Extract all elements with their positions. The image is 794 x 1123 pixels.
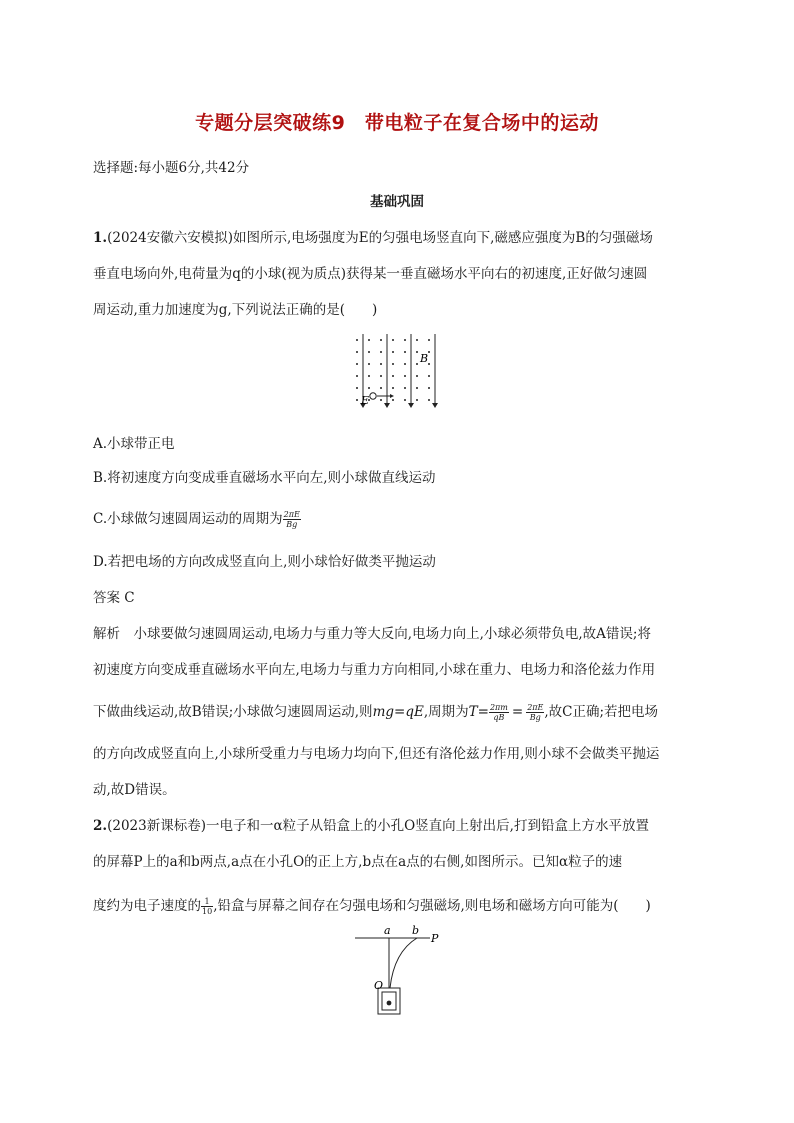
frac-num: 2πm: [489, 703, 508, 712]
q2-number: 2.: [93, 818, 108, 834]
section-heading: 基础巩固: [370, 194, 424, 210]
q1-option-b: B.将初速度方向变成垂直磁场水平向左,则小球做直线运动: [93, 470, 436, 486]
label-p: P: [431, 932, 439, 945]
q1-stem-line3: 周运动,重力加速度为g,下列说法正确的是( ): [93, 302, 378, 318]
q2-lead-box-figure: [350, 922, 450, 1022]
instructions: 选择题:每小题6分,共42分: [93, 160, 250, 176]
analysis-text: ,故C正确;若把电场: [544, 704, 659, 720]
q2-stem-line1: (2023新课标卷)一电子和一α粒子从铅盒上的小孔O竖直向上射出后,打到铅盒上方水平放置: [107, 818, 649, 834]
label-b: B: [420, 352, 429, 365]
q1-field-figure: [350, 332, 450, 412]
q1-number: 1.: [93, 230, 108, 246]
analysis-text: 下做曲线运动,故B错误;小球做匀速圆周运动,则: [93, 704, 373, 720]
period-fraction-2: [526, 703, 544, 722]
q2-text: 度约为电子速度的: [93, 898, 201, 914]
q1-answer: 答案 C: [93, 590, 135, 606]
period-fraction-1: [489, 703, 509, 722]
frac-num: 2πE: [527, 703, 544, 712]
curved-path: [390, 938, 417, 988]
frac-den: qB: [493, 713, 505, 722]
q1-option-c: [93, 507, 703, 529]
frac-den: 10: [202, 907, 213, 916]
q1-line1: [93, 226, 703, 246]
q1-stem-line1: (2024安徽六安模拟)如图所示,电场强度为E的匀强电场竖直向下,磁感应强度为B的匀强磁场: [107, 230, 653, 246]
q1-option-c-text: C.小球做匀速圆周运动的周期为: [93, 511, 283, 527]
q2-fraction: [201, 897, 213, 916]
q1-option-a: A.小球带正电: [93, 436, 175, 452]
label-e: E: [361, 394, 370, 407]
q1-stem-line2: 垂直电场向外,电荷量为q的小球(视为质点)获得某一垂直磁场水平向右的初速度,正好做匀速圆: [93, 266, 648, 282]
dot-grid: [356, 339, 430, 401]
frac-num: 2πE: [283, 510, 300, 519]
q1-analysis-line1: 解析 小球要做匀速圆周运动,电场力与重力等大反向,电场力向上,小球必须带负电,故A错误;将: [93, 626, 651, 642]
q2-text: ,铅盒与屏幕之间存在匀强电场和匀强磁场,则电场和磁场方向可能为( ): [213, 898, 651, 914]
q1-analysis-line2: 初速度方向变成垂直磁场水平向左,电场力与重力方向相同,小球在重力、电场力和洛伦兹力作用: [93, 662, 656, 678]
label-o: O: [374, 979, 384, 992]
period-symbol: T=: [468, 704, 489, 720]
q1-analysis-line4: 的方向改成竖直向上,小球所受重力与电场力均向下,但还有洛伦兹力作用,则小球不会做类平抛运: [93, 746, 660, 762]
label-b: b: [412, 924, 420, 937]
analysis-text: ,周期为: [423, 704, 469, 720]
page-title: 专题分层突破练9 带电粒子在复合场中的运动: [195, 112, 599, 134]
q1-option-d: D.若把电场的方向改成竖直向上,则小球恰好做类平抛运动: [93, 554, 436, 570]
equals-sign: =: [511, 704, 524, 720]
q2-line1: [93, 814, 703, 834]
q2-stem-line3: [93, 894, 703, 916]
label-a: a: [384, 924, 391, 937]
q2-stem-line2: 的屏幕P上的a和b两点,a点在小孔O的正上方,b点在a点的右侧,如图所示。已知α粒子的速: [93, 854, 623, 870]
q1-option-c-fraction: [283, 510, 301, 529]
field-arrowheads: [360, 403, 438, 408]
equation-mg-qe: mg=qE: [372, 704, 424, 720]
frac-den: Bg: [529, 713, 541, 722]
q1-analysis-line5: 动,故D错误。: [93, 782, 176, 798]
charged-ball: [370, 393, 376, 399]
source-dot: [387, 1001, 392, 1006]
frac-den: Bg: [286, 520, 298, 529]
frac-num: 1: [201, 897, 213, 907]
q1-analysis-line3: [93, 700, 703, 722]
